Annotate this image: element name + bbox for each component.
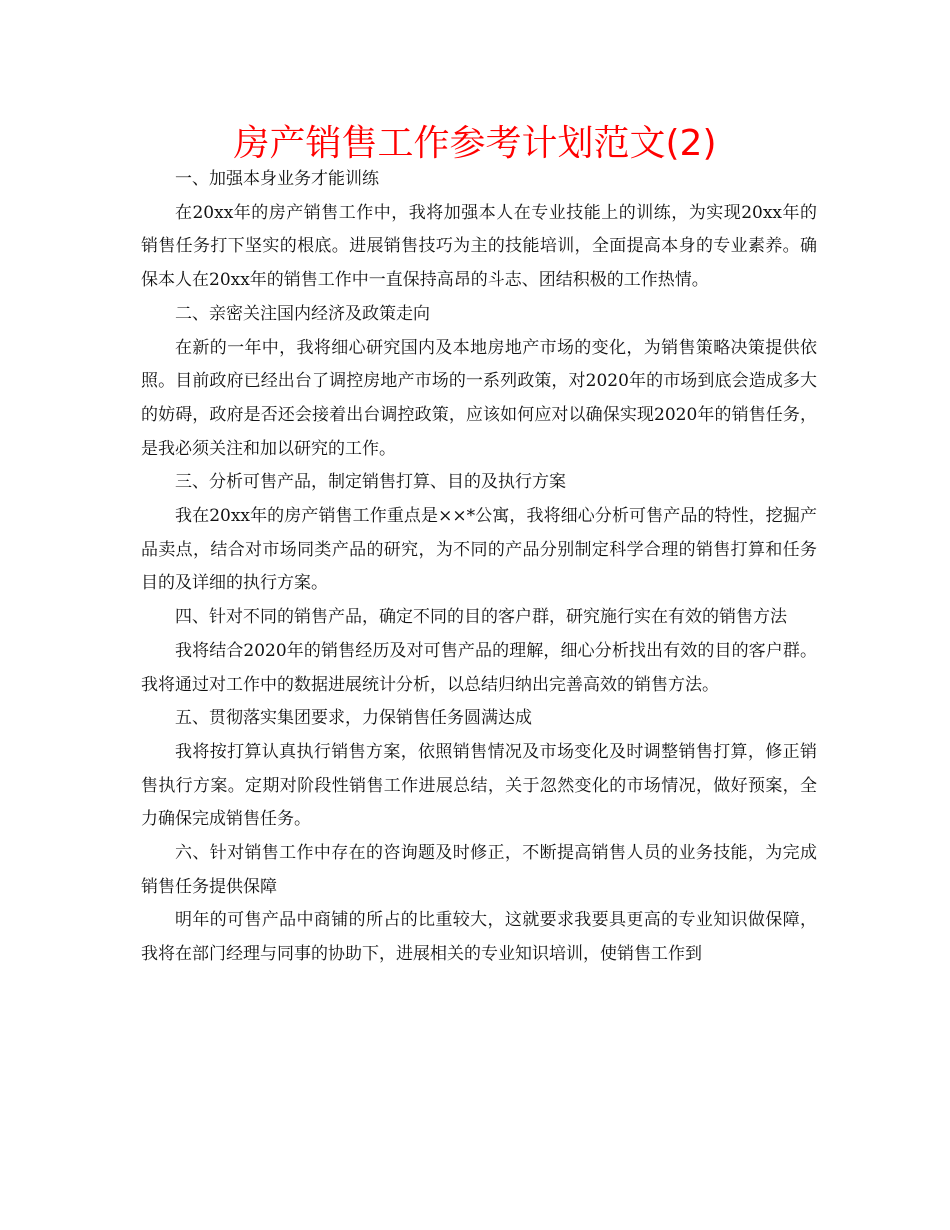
section-heading-3: 三、分析可售产品，制定销售打算、目的及执行方案 [175, 472, 566, 493]
document-body [141, 163, 817, 972]
section-paragraph-2: 在新的一年中，我将细心研究国内及本地房地产市场的变化，为销售策略决策提供依照。目前政府已经出台了调控房地产市场的一系列政策，对2020年的市场到底会造成多大的妨碍，政府是否还会接着出台调控政策，应该如何应对以确保实现2020年的销售任务，是我必须关注和加以研究的工作。 [141, 337, 817, 459]
section-paragraph-6: 明年的可售产品中商铺的所占的比重较大，这就要求我要具更高的专业知识做保障，我将在部门经理与同事的协助下，进展相关的专业知识培训，使销售工作到 [141, 910, 817, 965]
section-heading-4: 四、针对不同的销售产品，确定不同的目的客户群，研究施行实在有效的销售方法 [175, 607, 787, 628]
section-paragraph-3: 我在20xx年的房产销售工作重点是××*公寓，我将细心分析可售产品的特性，挖掘产品卖点，结合对市场同类产品的研究，为不同的产品分别制定科学合理的销售打算和任务目的及详细的执行方案。 [141, 506, 817, 594]
section-paragraph-4: 我将结合2020年的销售经历及对可售产品的理解，细心分析找出有效的目的客户群。我将通过对工作中的数据进展统计分析，以总结归纳出完善高效的销售方法。 [141, 640, 817, 695]
section-heading-6: 六、针对销售工作中存在的咨询题及时修正，不断提高销售人员的业务技能，为完成销售任务提供保障 [141, 843, 817, 897]
section-heading-1: 一、加强本身业务才能训练 [175, 169, 379, 189]
section-paragraph-1: 在20xx年的房产销售工作中，我将加强本人在专业技能上的训练，为实现20xx年的销售任务打下坚实的根底。进展销售技巧为主的技能培训，全面提高本身的专业素养。确保本人在20xx年的销售工作中一直保持高昂的斗志、团结积极的工作热情。 [141, 202, 817, 291]
section-heading-2: 二、亲密关注国内经济及政策走向 [175, 303, 430, 324]
section-paragraph-5: 我将按打算认真执行销售方案，依照销售情况及市场变化及时调整销售打算，修正销售执行方案。定期对阶段性销售工作进展总结，关于忽然变化的市场情况，做好预案，全力确保完成销售任务。 [141, 741, 817, 830]
document-title: 房产销售工作参考计划范文(2) [233, 123, 717, 164]
section-heading-5: 五、贯彻落实集团要求，力保销售任务圆满达成 [175, 708, 532, 729]
